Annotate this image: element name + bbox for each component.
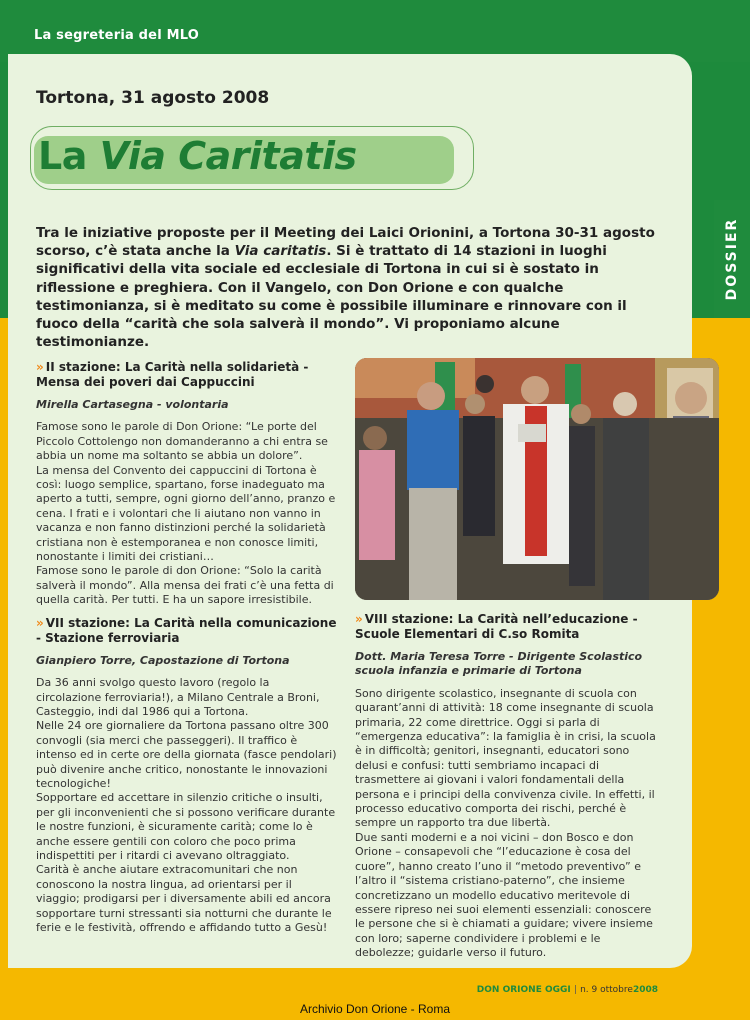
station-2-author: Mirella Cartasegna - volontaria <box>36 398 229 411</box>
procession-photo <box>355 358 719 600</box>
station-2-body <box>36 420 338 607</box>
title-prefix: La <box>38 134 100 178</box>
station-7-paragraph: Nelle 24 ore giornaliere da Tortona passano oltre 300 convogli (sia merci che passeggeri). Il traffico è intenso ed in certe ore della giornata (fasce pendolari) può divenire anche critico, nonostante le innovazioni tecnologiche! <box>36 719 337 790</box>
station-8-paragraph: Due santi moderni e a noi vicini – don Bosco e don Orione – consapevoli che “l’educazione è cosa del cuore”, hanno creato l’uno il “metodo preventivo” e l’altro il “sistema cristiano-paterno”, che insieme concretizzano un modello educativo meritevole di essere ripreso nei suoi elementi essenziali: conoscere le persone che si è chiamati a guidare; vivere insieme con loro; saperne condividere i problemi e le debolezze; guidarle verso il futuro. <box>355 830 653 960</box>
station-7-paragraph: Carità è anche aiutare extracomunitari che non conoscono la nostra lingua, ad orientarsi per il viaggio; prodigarsi per i diversamente abili ed ancora sopportare turni stressanti sia notturni che durante le ferie e le festività, offrendo e affidando tutto a Gesù! <box>36 863 332 934</box>
station-8-author: Dott. Maria Teresa Torre - Dirigente Scolastico scuola infanzia e primarie di Tortona <box>355 650 643 678</box>
footer-brand <box>477 985 658 995</box>
title-italic: Via Caritatis <box>99 134 357 178</box>
right-column <box>355 612 658 961</box>
station-7-author: Gianpiero Torre, Capostazione di Tortona <box>36 653 290 667</box>
station-2-paragraph: Famose sono le parole di don Orione: “Solo la carità salverà il mondo”. Alla mensa dei frati c’è una fetta di quella carità. Per tutti. E ha un sapore irresistibile. <box>36 564 334 607</box>
issue-year: 2008 <box>632 985 658 995</box>
station-2-paragraph: La mensa del Convento dei cappuccini di Tortona è così: luogo semplice, spartano, forse inadeguato ma aperto a tutti, sempre, ogni giorno dell’anno, pranzo e cena. I frati e i volontari che li aiutano non vanno in vacanza e non fanno distinzioni perché la solidarietà cristiana non è estemporanea e non conosce limiti, nonostante i limiti dei cristiani… <box>36 463 336 564</box>
arrow-icon: » <box>355 612 363 626</box>
station-7-paragraph: Sopportare ed accettare in silenzio critiche o insulti, per gli inconvenienti che si possono verificare durante le nostre funzioni, è sicuramente carità; come lo è anche essere gentili con coloro che poco prima indispettiti per i ritardi ci avevano oltraggiato. <box>36 791 336 862</box>
archive-note: Archivio Don Orione - Roma <box>299 1002 451 1016</box>
intro-italic: Via caritatis <box>234 243 327 260</box>
footer-separator: | <box>573 985 577 995</box>
station-7-paragraph: Da 36 anni svolgo questo lavoro (regolo la circolazione ferroviaria!), a Milano Centrale a Broni, Casteggio, indi dal 1986 qui a Tortona. <box>36 676 320 718</box>
station-2-paragraph: Famose sono le parole di Don Orione: “Le porte del Piccolo Cottolengo non domanderanno a chi entra se abbia un nome ma soltanto se abbia un dolore”. <box>36 420 328 463</box>
station-7-heading: » VII stazione: La Carità nella comunicazione - Stazione ferroviaria <box>36 615 337 645</box>
station-8-body <box>355 687 658 961</box>
section-label: La segreteria del MLO <box>34 28 199 43</box>
place-date: Tortona, 31 agosto 2008 <box>36 88 270 108</box>
station-8-paragraph: Sono dirigente scolastico, insegnante di scuola con quarant’anni di attività: 18 come insegnante di scuola primaria, 22 come direttrice. Oggi si parla di “emergenza educativa”: la famiglia è in crisi, la scuola è in difficoltà; genitori, insegnanti, educatori sono delusi e confusi: tutti sembriamo incapaci di trasmettere ai giovani i valori fondamentali della persona e i principi della convivenza civile. In effetti, il processo educativo comporta dei rischi, perché è sempre un rapporto tra due libertà. <box>355 686 656 830</box>
intro-part2: . Si è trattato di 14 stazioni in luoghi significativi della vita sociale ed ecclesiale di Tortona in cui si è sostato in riflessione e preghiera. Con il Vangelo, con Don Orione e con qualche testimonianza, si è meditato su come è possibile illuminare e rinnovare con il fuoco della “carità che sola salverà il mondo”. Vi proponiamo alcune testimonianze. <box>36 243 627 351</box>
dossier-label: DOSSIER <box>724 217 740 301</box>
left-column <box>36 360 338 935</box>
station-8-heading: » VIII stazione: La Carità nell’educazione - Scuole Elementari di C.so Romita <box>355 612 638 641</box>
dossier-tab <box>714 200 750 318</box>
issue-label: n. 9 ottobre <box>580 985 633 995</box>
article-intro <box>36 224 670 351</box>
article-title <box>38 134 357 178</box>
arrow-icon: » <box>36 360 44 374</box>
magazine-name: DON ORIONE OGGI <box>476 985 571 995</box>
station-2-heading: » II stazione: La Carità nella solidarietà - Mensa dei poveri dai Cappuccini <box>36 360 309 389</box>
intro-part1: Tra le iniziative proposte per il Meeting dei Laici Orionini, a Tortona 30-31 agosto scorso, c’è stata anche la <box>36 225 655 260</box>
station-7-body <box>36 676 338 935</box>
arrow-icon: » <box>36 615 44 630</box>
